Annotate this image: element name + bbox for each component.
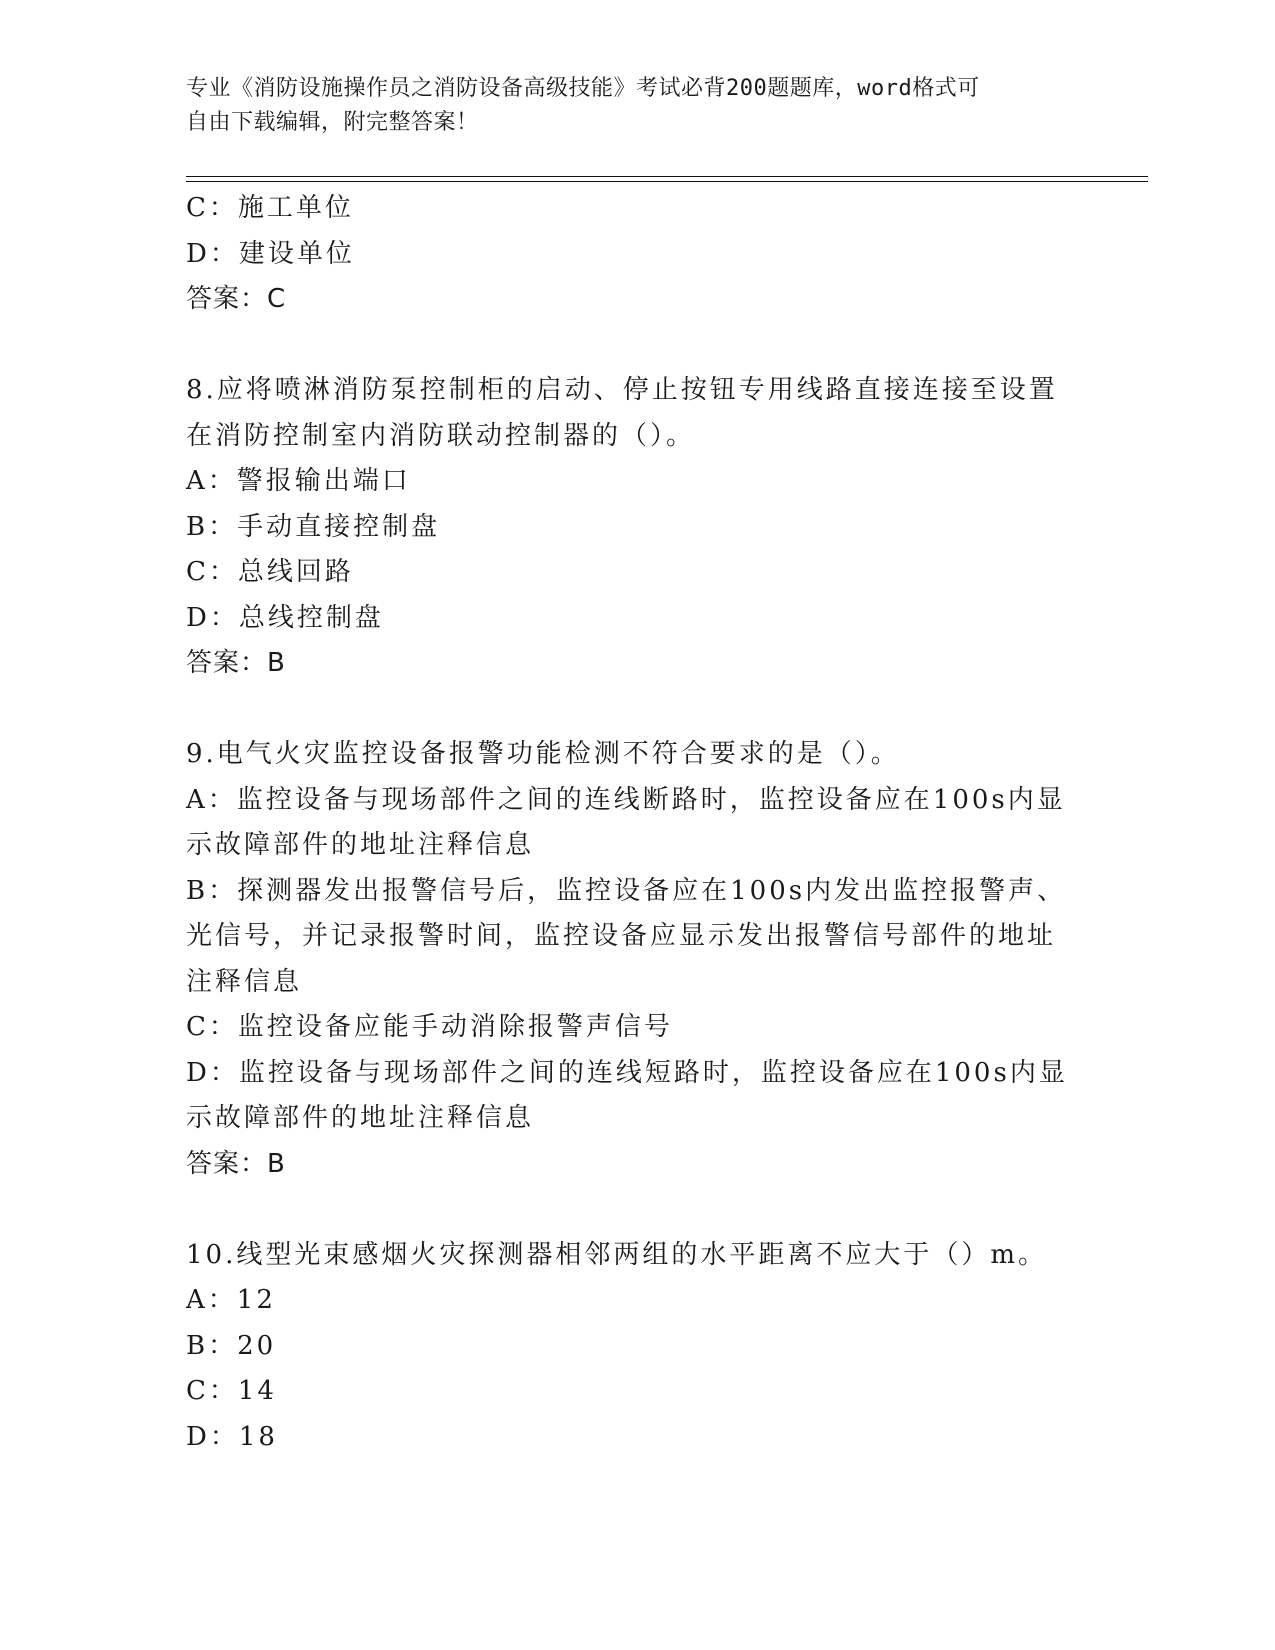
question-stem-line: 9.电气火灾监控设备报警功能检测不符合要求的是（）。 [186,739,900,769]
option-line: C：施工单位 [186,193,354,223]
option-line: C：监控设备应能手动消除报警声信号 [186,1012,673,1042]
answer-line: 答案：B [186,1148,286,1179]
option-line: B：手动直接控制盘 [186,511,441,542]
header-rule-top [186,176,1148,177]
question-9 [186,732,1066,1187]
header-line-1: 专业《消防设施操作员之消防设备高级技能》考试必背200题题库，word格式可 [186,76,980,101]
option-line: B：20 [186,1330,277,1361]
option-line: A：12 [186,1285,276,1315]
spacer [186,687,1066,733]
option-line: D：建设单位 [186,238,355,269]
question-10 [186,1233,1066,1461]
page-content [186,186,1066,1460]
option-line: 示故障部件的地址注释信息 [186,830,535,860]
spacer [186,323,1066,369]
option-line: A：警报输出端口 [186,466,411,496]
question-8 [186,368,1066,687]
option-line: D：18 [186,1421,278,1452]
option-line: 注释信息 [186,966,303,997]
option-line: 示故障部件的地址注释信息 [186,1103,535,1133]
spacer [186,1187,1066,1233]
answer-line: 答案：C [186,284,287,314]
answer-line: 答案：B [186,648,286,678]
question-stem-line: 10.线型光束感烟火灾探测器相邻两组的水平距离不应大于（）m。 [186,1239,1048,1270]
question-stem-line: 在消防控制室内消防联动控制器的（）。 [186,420,696,451]
option-line: C：总线回路 [186,557,354,587]
option-line: C：14 [186,1376,277,1406]
question-stem-line: 8.应将喷淋消防泵控制柜的启动、停止按钮专用线路直接连接至设置 [186,375,1058,405]
carryover-block [186,186,1066,323]
header-rule-bottom [186,181,1148,182]
option-line: D：总线控制盘 [186,602,384,633]
page-header [186,72,1066,140]
option-line: 光信号，并记录报警时间，监控设备应显示发出报警信号部件的地址 [186,921,1057,951]
header-line-2: 自由下载编辑，附完整答案！ [186,110,479,135]
option-line: D：监控设备与现场部件之间的连线短路时，监控设备应在100s内显 [186,1057,1068,1088]
option-line: A：监控设备与现场部件之间的连线断路时，监控设备应在100s内显 [186,784,1066,815]
option-line: B：探测器发出报警信号后，监控设备应在100s内发出监控报警声、 [186,875,1067,906]
